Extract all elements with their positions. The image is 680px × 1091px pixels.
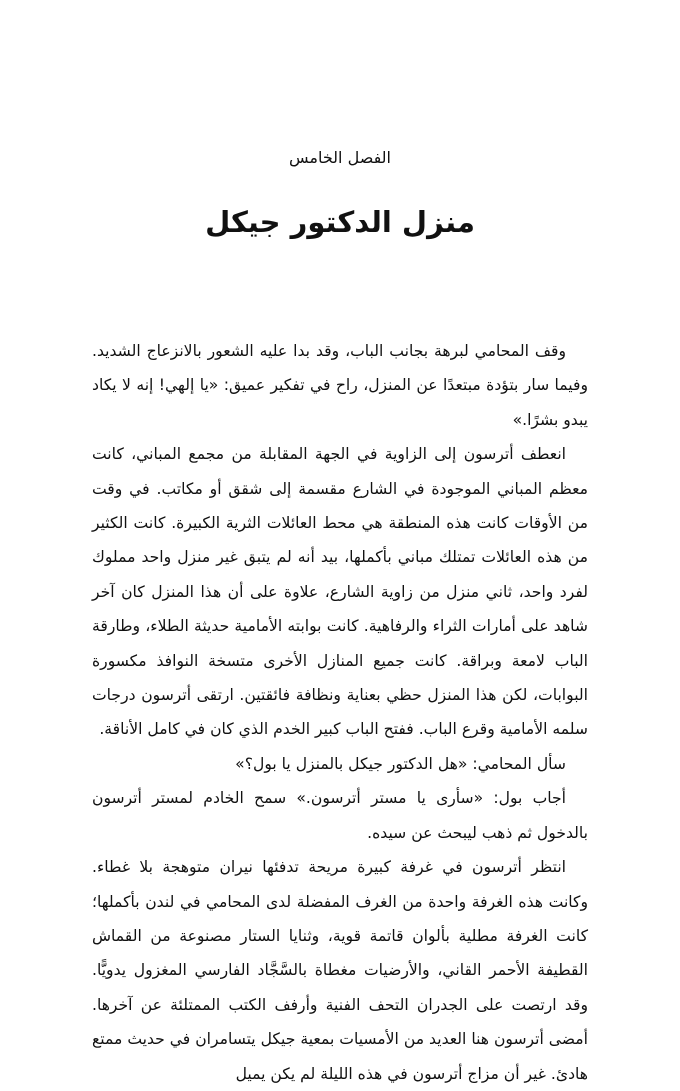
paragraph: أجاب بول: «سأرى يا مستر أترسون.» سمح الخادم لمستر أترسون بالدخول ثم ذهب ليبحث عن سيده.: [92, 789, 588, 842]
paragraph: سأل المحامي: «هل الدكتور جيكل بالمنزل يا بول؟»: [235, 754, 566, 773]
chapter-label: الفصل الخامس: [289, 148, 391, 167]
paragraph: انعطف أترسون إلى الزاوية في الجهة المقابلة من مجمع المباني، كانت معظم المباني الموجودة في الشارع مقسمة إلى شقق أو مكاتب. في وقت من الأوقات كانت هذه المنطقة هي محط العائلات الثرية الكبيرة. كانت الكثير من هذه العائلات تمتلك مباني بأكملها، بيد أنه لم يتبق غير منزل واحد مملوك لفرد واحد، ثاني منزل من زاوية الشارع، علاوة على أن هذا المنزل كان آخر شاهد على أمارات الثراء والرفاهية. كانت بوابته الأمامية حديثة الطلاء، وطارقة الباب لامعة وبراقة. كانت جميع المنازل الأخرى متسخة النوافذ مكسورة البوابات، لكن هذا المنزل حظي بعناية ونظافة فائقتين. ارتقى أترسون درجات سلمه الأمامية وقرع الباب. ففتح الباب كبير الخدم الذي كان في كامل الأناقة.: [92, 445, 588, 739]
chapter-title: منزل الدكتور جيكل: [205, 205, 475, 239]
paragraph: وقف المحامي لبرهة بجانب الباب، وقد بدا عليه الشعور بالانزعاج الشديد. وفيما سار بتؤدة مبتعدًا عن المنزل، راح في تفكير عميق: «يا إلهي! إنه لا يكاد يبدو بشرًا.»: [92, 342, 588, 429]
paragraph: انتظر أترسون في غرفة كبيرة مريحة تدفئها نيران متوهجة بلا غطاء. وكانت هذه الغرفة واحدة من الغرف المفضلة لدى المحامي في لندن بأكملها؛ كانت الغرفة مطلية بألوان قاتمة قوية، وثنايا الستار مصنوعة من القماش القطيفة الأحمر القاني، والأرضيات مغطاة بالسَّجَّاد الفارسي المغزول يدويًّا. وقد ارتصت على الجدران التحف الفنية وأرفف الكتب الممتلئة عن آخرها. أمضى أترسون هنا العديد من الأمسيات بمعية جيكل يتسامران في حديث ممتع هادئ. غير أن مزاج أترسون في هذه الليلة لم يكن يميل: [92, 858, 588, 1083]
body-text: [92, 334, 588, 1091]
